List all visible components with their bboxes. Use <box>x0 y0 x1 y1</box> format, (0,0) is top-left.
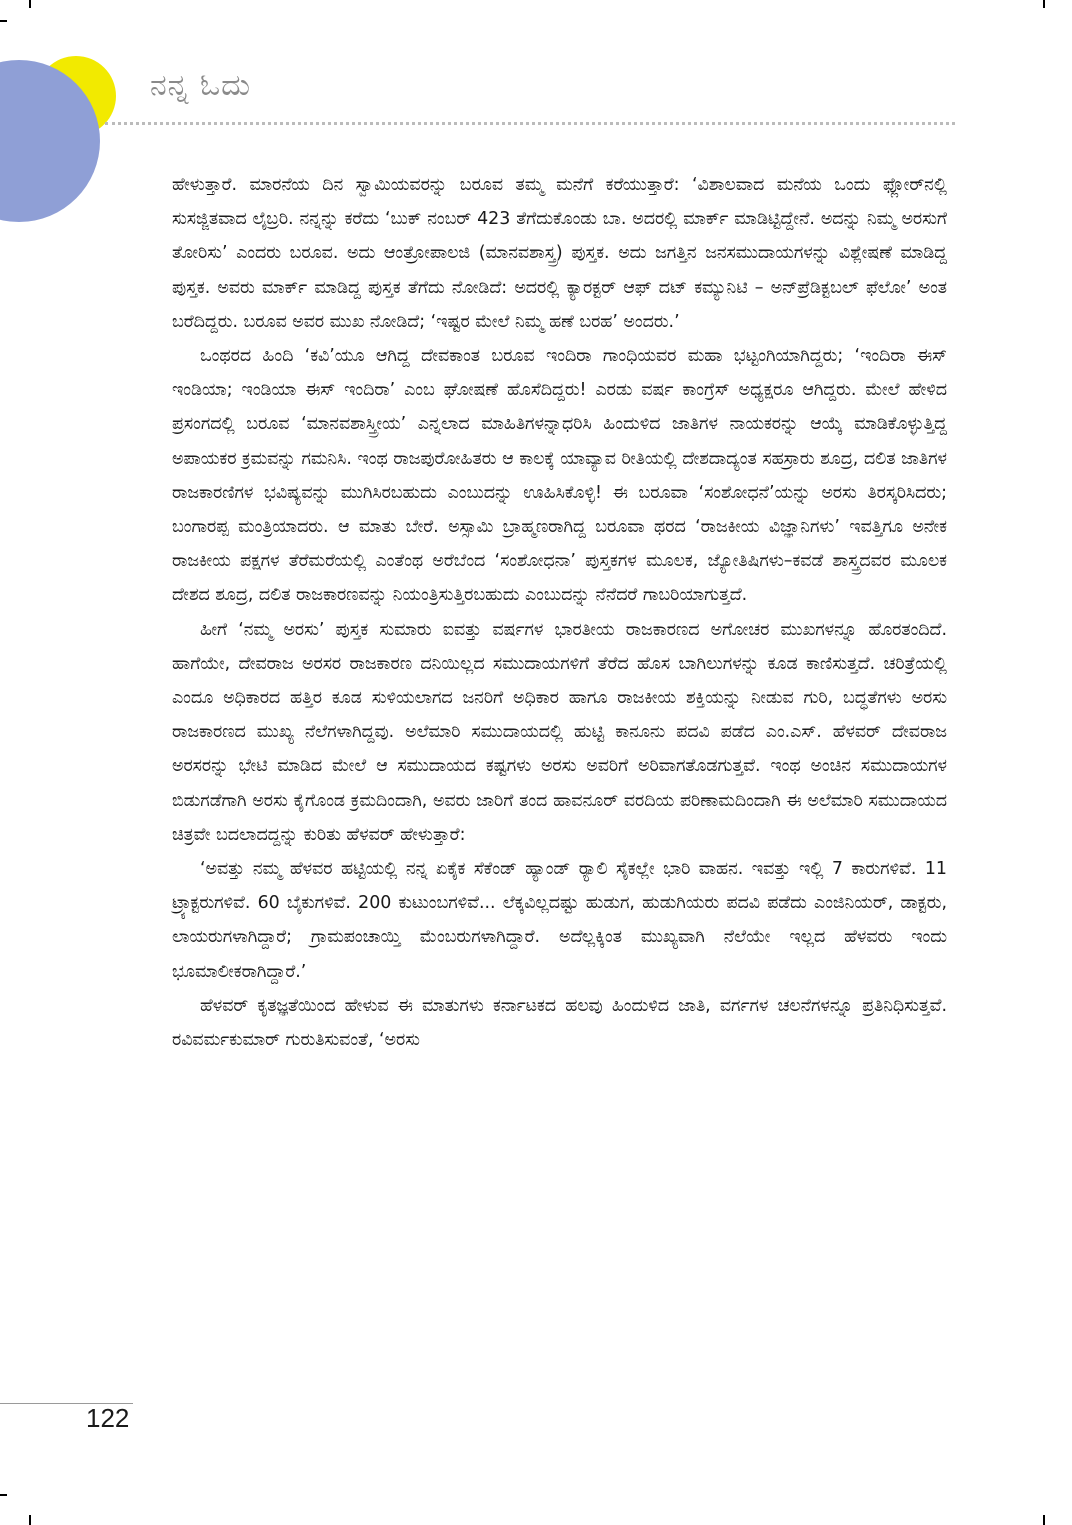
crop-mark-top-right <box>1043 0 1045 8</box>
crop-mark-bottom-right <box>1043 1515 1045 1525</box>
header-dotted-rule <box>105 122 955 125</box>
page-number: 122 <box>86 1403 130 1433</box>
crop-mark-top-left <box>29 0 31 8</box>
paragraph-3: ಹೀಗೆ ‘ನಮ್ಮ ಅರಸು’ ಪುಸ್ತಕ ಸುಮಾರು ಐವತ್ತು ವರ್ಷಗಳ ಭಾರತೀಯ ರಾಜಕಾರಣದ ಅಗೋಚರ ಮುಖಗಳನ್ನೂ ಹೊರತಂದಿದೆ. ಹಾಗೆಯೇ, ದೇವರಾಜ ಅರಸರ ರಾಜಕಾರಣ ದನಿಯಿಲ್ಲದ ಸಮುದಾಯಗಳಿಗೆ ತೆರೆದ ಹೊಸ ಬಾಗಿಲುಗಳನ್ನು ಕೂಡ ಕಾಣಿಸುತ್ತದೆ. ಚರಿತ್ರೆಯಲ್ಲಿ ಎಂದೂ ಅಧಿಕಾರದ ಹತ್ತಿರ ಕೂಡ ಸುಳಿಯಲಾಗದ ಜನರಿಗೆ ಅಧಿಕಾರ ಹಾಗೂ ರಾಜಕೀಯ ಶಕ್ತಿಯನ್ನು ನೀಡುವ ಗುರಿ, ಬದ್ಧತೆಗಳು ಅರಸು ರಾಜಕಾರಣದ ಮುಖ್ಯ ನೆಲೆಗಳಾಗಿದ್ದವು. ಅಲೆಮಾರಿ ಸಮುದಾಯದಲ್ಲಿ ಹುಟ್ಟಿ ಕಾನೂನು ಪದವಿ ಪಡೆದ ಎಂ.ಎಸ್. ಹೆಳವರ್ ದೇವರಾಜ ಅರಸರನ್ನು ಭೇಟಿ ಮಾಡಿದ ಮೇಲೆ ಆ ಸಮುದಾಯದ ಕಷ್ಟಗಳು ಅರಸು ಅವರಿಗೆ ಅರಿವಾಗತೊಡಗುತ್ತವೆ. ಇಂಥ ಅಂಚಿನ ಸಮುದಾಯಗಳ ಬಿಡುಗಡೆಗಾಗಿ ಅರಸು ಕೈಗೊಂಡ ಕ್ರಮದಿಂದಾಗಿ, ಅವರು ಜಾರಿಗೆ ತಂದ ಹಾವನೂರ್ ವರದಿಯ ಪರಿಣಾಮದಿಂದಾಗಿ ಈ ಅಲೆಮಾರಿ ಸಮುದಾಯದ ಚಿತ್ರವೇ ಬದಲಾದದ್ದನ್ನು ಕುರಿತು ಹೆಳವರ್ ಹೇಳುತ್ತಾರೆ: <box>172 619 947 845</box>
page-body <box>172 168 947 1057</box>
paragraph-5: ಹೆಳವರ್ ಕೃತಜ್ಞತೆಯಿಂದ ಹೇಳುವ ಈ ಮಾತುಗಳು ಕರ್ನಾಟಕದ ಹಲವು ಹಿಂದುಳಿದ ಜಾತಿ, ವರ್ಗಗಳ ಚಲನೆಗಳನ್ನೂ ಪ್ರತಿನಿಧಿಸುತ್ತವೆ. ರವಿವರ್ಮಕುಮಾರ್ ಗುರುತಿಸುವಂತೆ, ‘ಅರಸು <box>172 995 947 1051</box>
crop-mark-bottom-left <box>29 1515 31 1525</box>
running-header-title: ನನ್ನ ಓದು <box>150 68 252 103</box>
paragraph-2: ಒಂಥರದ ಹಿಂದಿ ‘ಕವಿ’ಯೂ ಆಗಿದ್ದ ದೇವಕಾಂತ ಬರೂವ ಇಂದಿರಾ ಗಾಂಧಿಯವರ ಮಹಾ ಭಟ್ಟಂಗಿಯಾಗಿದ್ದರು; ‘ಇಂದಿರಾ ಈಸ್ ಇಂಡಿಯಾ; ಇಂಡಿಯಾ ಈಸ್ ಇಂದಿರಾ’ ಎಂಬ ಘೋಷಣೆ ಹೊಸೆದಿದ್ದರು! ಎರಡು ವರ್ಷ ಕಾಂಗ್ರೆಸ್ ಅಧ್ಯಕ್ಷರೂ ಆಗಿದ್ದರು. ಮೇಲೆ ಹೇಳಿದ ಪ್ರಸಂಗದಲ್ಲಿ ಬರೂವ ‘ಮಾನವಶಾಸ್ತ್ರೀಯ’ ಎನ್ನಲಾದ ಮಾಹಿತಿಗಳನ್ನಾಧರಿಸಿ ಹಿಂದುಳಿದ ಜಾತಿಗಳ ನಾಯಕರನ್ನು ಆಯ್ಕೆ ಮಾಡಿಕೊಳ್ಳುತ್ತಿದ್ದ ಅಪಾಯಕರ ಕ್ರಮವನ್ನು ಗಮನಿಸಿ. ಇಂಥ ರಾಜಪುರೋಹಿತರು ಆ ಕಾಲಕ್ಕೆ ಯಾವ್ಯಾವ ರೀತಿಯಲ್ಲಿ ದೇಶದಾದ್ಯಂತ ಸಹಸ್ರಾರು ಶೂದ್ರ, ದಲಿತ ಜಾತಿಗಳ ರಾಜಕಾರಣಿಗಳ ಭವಿಷ್ಯವನ್ನು ಮುಗಿಸಿರಬಹುದು ಎಂಬುದನ್ನು ಊಹಿಸಿಕೊಳ್ಳಿ! ಈ ಬರೂವಾ ‘ಸಂಶೋಧನೆ’ಯನ್ನು ಅರಸು ತಿರಸ್ಕರಿಸಿದರು; ಬಂಗಾರಪ್ಪ ಮಂತ್ರಿಯಾದರು. ಆ ಮಾತು ಬೇರೆ. ಅಸ್ಸಾಮಿ ಬ್ರಾಹ್ಮಣರಾಗಿದ್ದ ಬರೂವಾ ಥರದ ‘ರಾಜಕೀಯ ವಿಜ್ಞಾನಿಗಳು’ ಇವತ್ತಿಗೂ ಅನೇಕ ರಾಜಕೀಯ ಪಕ್ಷಗಳ ತೆರೆಮರೆಯಲ್ಲಿ ಎಂತೆಂಥ ಅರೆಬೆಂದ ‘ಸಂಶೋಧನಾ’ ಪುಸ್ತಕಗಳ ಮೂಲಕ, ಜ್ಯೋತಿಷಿಗಳು–ಕವಡೆ ಶಾಸ್ತ್ರದವರ ಮೂಲಕ ದೇಶದ ಶೂದ್ರ, ದಲಿತ ರಾಜಕಾರಣವನ್ನು ನಿಯಂತ್ರಿಸುತ್ತಿರಬಹುದು ಎಂಬುದನ್ನು ನೆನೆದರೆ ಗಾಬರಿಯಾಗುತ್ತದೆ. <box>172 346 947 606</box>
crop-mark-left-upper <box>0 20 7 22</box>
paragraph-1: ಹೇಳುತ್ತಾರೆ. ಮಾರನೆಯ ದಿನ ಸ್ವಾಮಿಯವರನ್ನು ಬರೂವ ತಮ್ಮ ಮನೆಗೆ ಕರೆಯುತ್ತಾರೆ: ‘ವಿಶಾಲವಾದ ಮನೆಯ ಒಂದು ಫ್ಲೋರ್‌ನಲ್ಲಿ ಸುಸಜ್ಜಿತವಾದ ಲೈಬ್ರರಿ. ನನ್ನನ್ನು ಕರೆದು ‘ಬುಕ್ ನಂಬರ್ 423 ತೆಗೆದುಕೊಂಡು ಬಾ. ಅದರಲ್ಲಿ ಮಾರ್ಕ್ ಮಾಡಿಟ್ಟಿದ್ದೇನೆ. ಅದನ್ನು ನಿಮ್ಮ ಅರಸುಗೆ ತೋರಿಸು’ ಎಂದರು ಬರೂವ. ಅದು ಆಂತ್ರೋಪಾಲಜಿ (ಮಾನವಶಾಸ್ತ್ರ) ಪುಸ್ತಕ. ಅದು ಜಗತ್ತಿನ ಜನಸಮುದಾಯಗಳನ್ನು ವಿಶ್ಲೇಷಣೆ ಮಾಡಿದ್ದ ಪುಸ್ತಕ. ಅವರು ಮಾರ್ಕ್ ಮಾಡಿದ್ದ ಪುಸ್ತಕ ತೆಗೆದು ನೋಡಿದೆ: ಅದರಲ್ಲಿ ಕ್ಯಾರಕ್ಟರ್ ಆಫ್ ದಟ್ ಕಮ್ಯುನಿಟಿ – ಅನ್‌ಪ್ರೆಡಿಕ್ಟಬಲ್ ಫೆಲೋ’ ಅಂತ ಬರೆದಿದ್ದರು. ಬರೂವ ಅವರ ಮುಖ ನೋಡಿದೆ; ‘ಇಷ್ಟರ ಮೇಲೆ ನಿಮ್ಮ ಹಣೆ ಬರಹ’ ಅಂದರು.’ <box>172 175 947 332</box>
paragraph-4-quote: ‘ಅವತ್ತು ನಮ್ಮ ಹೆಳವರ ಹಟ್ಟಿಯಲ್ಲಿ ನನ್ನ ಏಕೈಕ ಸೆಕೆಂಡ್ ಹ್ಯಾಂಡ್ ರ್‍ಯಾಲಿ ಸೈಕಲ್ಲೇ ಭಾರಿ ವಾಹನ. ಇವತ್ತು ಇಲ್ಲಿ 7 ಕಾರುಗಳಿವೆ. 11 ಟ್ರ್ಯಾಕ್ಟರುಗಳಿವೆ. 60 ಬೈಕುಗಳಿವೆ. 200 ಕುಟುಂಬಗಳಿವೆ... ಲೆಕ್ಕವಿಲ್ಲದಷ್ಟು ಹುಡುಗ, ಹುಡುಗಿಯರು ಪದವಿ ಪಡೆದು ಎಂಜಿನಿಯರ್, ಡಾಕ್ಟರು, ಲಾಯರುಗಳಾಗಿದ್ದಾರೆ; ಗ್ರಾಮಪಂಚಾಯ್ತಿ ಮೆಂಬರುಗಳಾಗಿದ್ದಾರೆ. ಅದೆಲ್ಲಕ್ಕಿಂತ ಮುಖ್ಯವಾಗಿ ನೆಲೆಯೇ ಇಲ್ಲದ ಹೆಳವರು ಇಂದು ಭೂಮಾಲೀಕರಾಗಿದ್ದಾರೆ.’ <box>172 859 947 982</box>
crop-mark-left-lower <box>0 1494 7 1496</box>
